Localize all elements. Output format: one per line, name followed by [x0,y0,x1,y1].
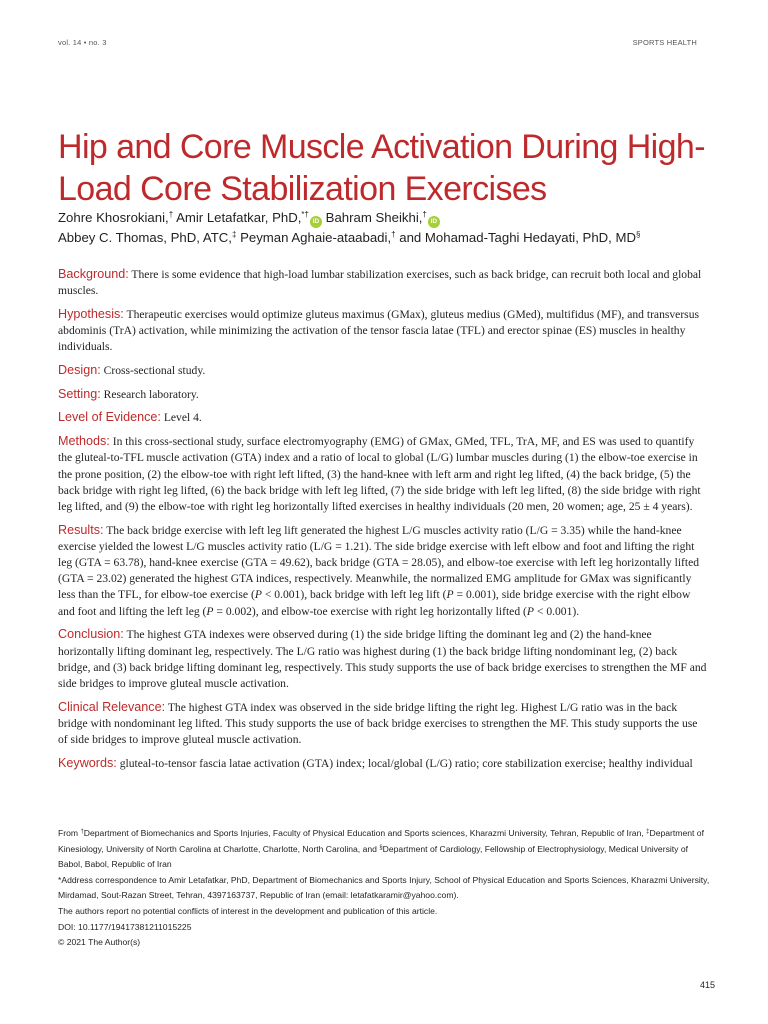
abstract-clinical-relevance [58,699,708,749]
section-label: Results: [58,522,104,537]
section-label: Design: [58,363,101,378]
article-title: Hip and Core Muscle Activation During High-Load Core Stabilization Exercises [58,128,705,208]
section-text: < 0.001), back bridge with left leg lift ( [261,588,447,602]
author-conjunction: and [399,230,422,245]
section-label: Hypothesis: [58,306,124,321]
author-affiliation-mark: † [391,230,396,239]
section-label: Setting: [58,386,101,401]
affiliation-text: Department of Biomechanics and Sports Injuries, Faculty of Physical Education and Sports sciences, Kharazmi University, Tehran, Republic of Iran, [83,828,647,838]
author-affiliation-mark: † [422,210,427,219]
section-text: Therapeutic exercises would optimize gluteus maximus (GMax), gluteus medius (GMed), multifidus (MF), and transversus abdominis (TrA) activation, while minimizing the activation of the tensor fascia latae (TFL) and erector spinae (ES) muscles in healthy individuals. [58,307,700,354]
section-text: gluteal-to-tensor fascia latae activation (GTA) index; local/global (L/G) ratio; core stabilization exercise; healthy individual [119,756,693,770]
p-value-symbol: P [254,588,262,602]
section-text: Research laboratory. [103,387,199,401]
section-text: In this cross-sectional study, surface electromyography (EMG) of GMax, GMed, TFL, TrA, MF, and ES was used to quantify the gluteal-to-TFL muscle activation (GTA) index and a ratio of local to global (L/G) lumbar muscles during (1) the elbow-toe exercise in the prone position, (2) the elbow-toe with right left lifted, (3) the hand-knee with left arm and right leg lifted, (4) the back bridge, (5) the back bridge with right leg lifted, (6) the back bridge with left leg lifted, (7) the side bridge with left leg lifted, (8) the side bridge with right leg lifted, and (9) the elbow-toe with right leg horizontally lifted exercises in healthy individuals (20 men, 20 women; age, 25 ± 4 years). [58,435,701,513]
abstract-background [58,266,708,299]
section-label: Methods: [58,434,110,449]
section-text: < 0.001). [533,604,580,618]
section-label: Conclusion: [58,627,124,642]
section-label: Background: [58,267,129,281]
affiliations-prefix: From [58,828,81,838]
author-name: Zohre Khosrokiani, [58,210,169,225]
affiliations [58,826,713,873]
abstract-level-of-evidence [58,409,708,426]
abstract-setting [58,386,708,403]
abstract-conclusion [58,626,708,692]
p-value-symbol: P [526,604,534,618]
abstract [58,266,708,778]
section-label: Clinical Relevance: [58,699,166,714]
section-text: There is some evidence that high-load lumbar stabilization exercises, such as back bridge, can recruit both local and global muscles. [58,268,702,298]
page-number: 415 [700,980,716,990]
journal-volume: vol. 14 • no. 3 [58,38,107,47]
author-affiliation-mark: † [168,210,174,219]
abstract-hypothesis [58,306,708,356]
abstract-design [58,362,708,379]
author-affiliation-mark: ‡ [231,230,237,239]
section-text: The highest GTA index was observed in the side bridge lifting the right leg. Highest L/G ratio was in the back bridge with nondominant leg lifted. This study supports the use of back bridge exercises to strengthen the MF. This study supports the use of side bridges to improve gluteal muscle activation. [58,700,698,747]
section-text: = 0.001), side bridge exercise with the right elbow and foot and lifting the left leg ( [58,588,691,618]
affiliation-text: Department of Kinesiology, University of North Carolina at Charlotte, Charlotte, North Carolina, and [58,828,704,854]
orcid-icon[interactable]: iD [428,216,440,228]
author-affiliation-mark: § [636,230,641,239]
journal-name: SPORTS HEALTH [632,38,697,47]
running-head [58,38,697,47]
section-text: The highest GTA indexes were observed during (1) the side bridge lifting the dominant leg and (2) the hand-knee horizontally lifting dominant leg, respectively. The L/G ratio was highest during (1) the back bridge lifting nondominant leg, (2) back bridge, and (3) back bridge lifting dominant leg, respectively. This study supports the use of back bridge exercises to strengthen the MF and side bridges to improve gluteal muscle activation. [58,628,707,690]
footnotes [58,826,713,951]
p-value-symbol: P [206,604,214,618]
affiliation-mark: ‡ [646,829,650,835]
abstract-keywords [58,755,708,772]
section-text: Cross-sectional study. [103,364,206,378]
correspondence-note: *Address correspondence to Amir Letafatkar, PhD, Department of Biomechanics and Sports Injury, School of Physical Education and Sports Sciences, Kharazmi University, Mirdamad, Sout-Razan Street, Tehran, 4397163737, Republic of Iran (email: letafatkaramir@yahoo.com). [58,874,710,901]
doi-link[interactable]: DOI: 10.1177/19417381211015225 [58,921,192,932]
abstract-methods [58,433,708,515]
abstract-results [58,522,708,620]
section-text: = 0.002), and elbow-toe exercise with right leg horizontally lifted ( [213,604,527,618]
section-label: Keywords: [58,755,117,770]
conflict-statement: The authors report no potential conflicts of interest in the development and publication of this article. [58,905,438,916]
affiliation-mark: † [80,829,84,835]
copyright: © 2021 The Author(s) [58,937,141,948]
author-list [58,208,718,247]
section-label: Level of Evidence: [58,410,161,425]
author-name: Abbey C. Thomas, PhD, ATC, [58,230,232,245]
author-name: Amir Letafatkar, PhD, [176,210,302,225]
affiliation-text: Department of Cardiology, Fellowship of Electrophysiology, Medical University of Babol, Babol, Republic of Iran [58,843,689,870]
author-name: Bahram Sheikhi, [325,210,423,225]
author-affiliation-mark: *† [301,210,309,219]
section-text: Level 4. [163,411,202,425]
orcid-icon[interactable]: iD [310,216,322,228]
section-text: The back bridge exercise with left leg lift generated the highest L/G muscles activity ratio (L/G = 3.35) while the hand-knee exercise yielded the lowest L/G muscles activity ratio (L/G = 1.21). The side bridge exercise with left elbow and foot and lifting the right leg (GTA = 63.78), hand-knee exercise (GTA = 49.62), back bridge (GTA = 28.05), and elbow-toe exercise with left leg horizontally lifted (GTA = 23.02) generated the highest GTA indices, respectively. Meanwhile, the normalized EMG amplitude for GMax was significantly less than the TFL, for elbow-toe exercise ( [58,523,700,602]
affiliation-mark: § [379,844,383,851]
author-name: Peyman Aghaie-ataabadi, [240,230,392,245]
p-value-symbol: P [446,588,454,602]
author-name: Mohamad-Taghi Hedayati, PhD, MD [424,230,637,245]
